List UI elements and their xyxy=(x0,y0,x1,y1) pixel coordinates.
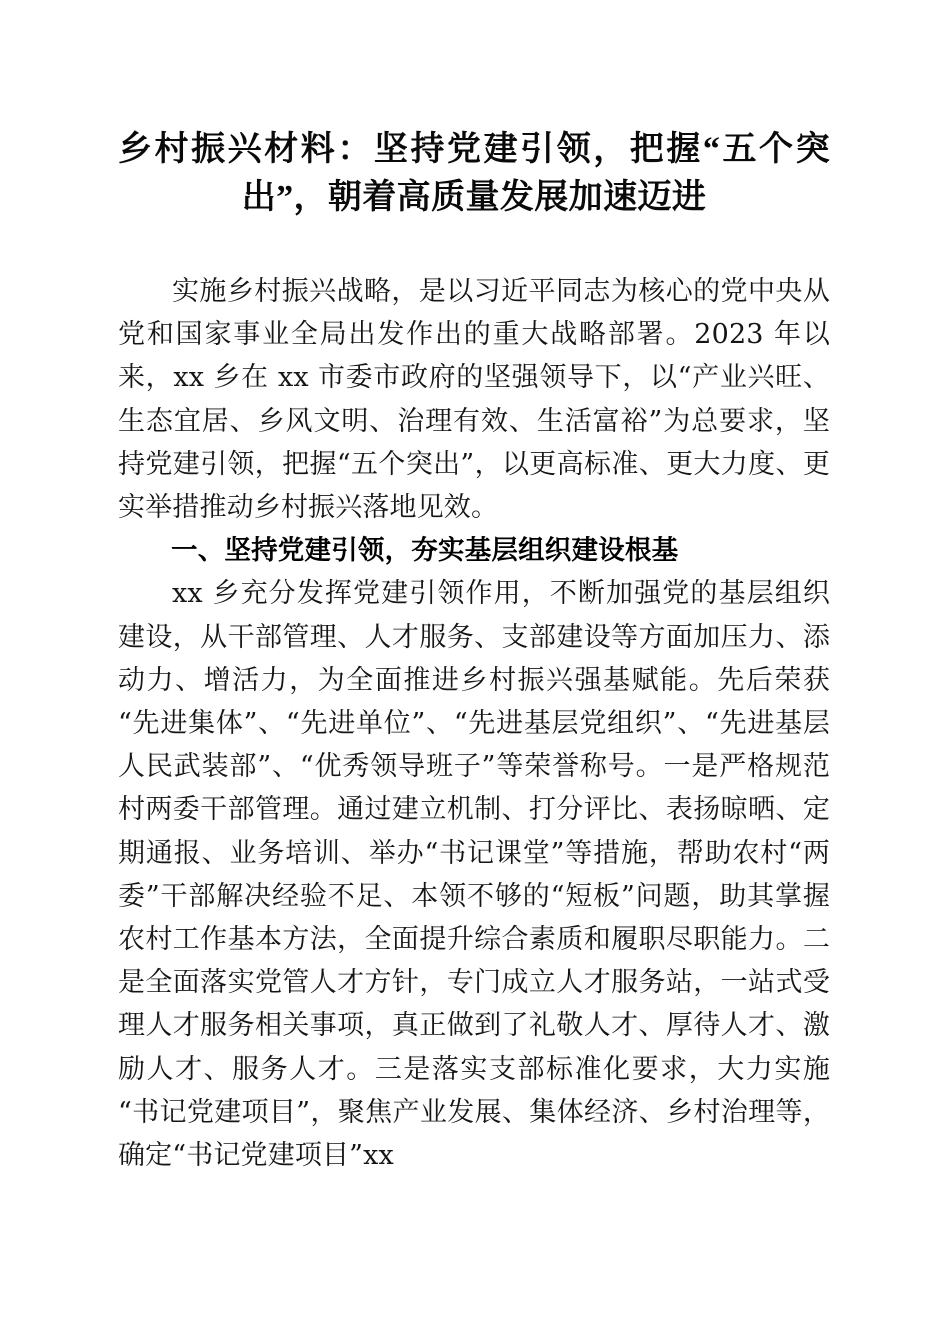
paragraph-intro: 实施乡村振兴战略，是以习近平同志为核心的党中央从党和国家事业全局出发作出的重大战略部署。2023 年以来，xx 乡在 xx 市委市政府的坚强领导下，以“产业兴旺、生态宜居、乡风文明、治理有效、生活富裕”为总要求，坚持党建引领，把握“五个突出”，以更高标准、更大力度、更实举措推动乡村振兴落地见效。 xyxy=(118,276,830,524)
page-title: 乡村振兴材料：坚持党建引领，把握“五个突出”，朝着高质量发展加速迈进 xyxy=(118,131,830,216)
section-heading-1: 一、坚持党建引领，夯实基层组织建设根基 xyxy=(171,535,679,567)
document-content xyxy=(118,0,830,1177)
paragraph-section-1-body: xx 乡充分发挥党建引领作用，不断加强党的基层组织建设，从干部管理、人才服务、支部建设等方面加压力、添动力、增活力，为全面推进乡村振兴强基赋能。先后荣获“先进集体”、“先进单位”、“先进基层党组织”、“先进基层人民武装部”、“优秀领导班子”等荣誉称号。一是严格规范村两委干部管理。通过建立机制、打分评比、表扬晾晒、定期通报、业务培训、举办“书记课堂”等措施，帮助农村“两委”干部解决经验不足、本领不够的“短板”问题，助其掌握农村工作基本方法，全面提升综合素质和履职尽职能力。二是全面落实党管人才方针，专门成立人才服务站，一站式受理人才服务相关事项，真正做到了礼敬人才、厚待人才、激励人才、服务人才。三是落实支部标准化要求，大力实施“书记党建项目”，聚焦产业发展、集体经济、乡村治理等，确定“书记党建项目”xx xyxy=(118,578,830,1172)
